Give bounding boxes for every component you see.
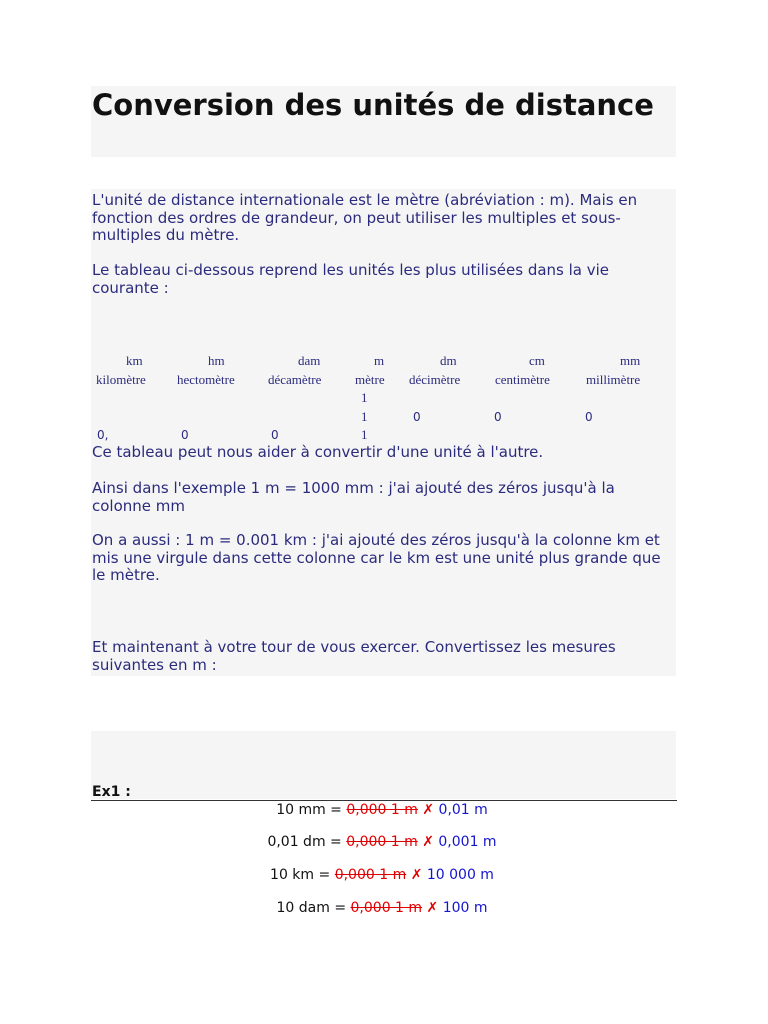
wrong-answer: 0,000 1 m bbox=[346, 834, 418, 850]
table-cell-r2-m: 1 bbox=[361, 409, 368, 424]
exercise-header-background bbox=[91, 731, 676, 799]
unit-name-cm: centimètre bbox=[495, 372, 550, 387]
paragraph-example-mm: Ainsi dans l'exemple 1 m = 1000 mm : j'ai ajouté des zéros jusqu'à la colonne mm bbox=[92, 479, 615, 515]
unit-abbr-mm: mm bbox=[620, 353, 641, 368]
unit-name-m: mètre bbox=[355, 372, 385, 387]
paragraph-exercise-prompt: Et maintenant à votre tour de vous exercer. Convertissez les mesures suivantes en m : bbox=[92, 638, 616, 674]
cross-mark-icon: ✗ bbox=[426, 900, 439, 916]
exercise-row bbox=[92, 834, 672, 850]
correct-answer: 10 000 m bbox=[426, 867, 494, 883]
table-cell-r3-m: 1 bbox=[361, 427, 368, 442]
unit-name-mm: millimètre bbox=[586, 372, 641, 387]
table-cell-r3-hm: 0 bbox=[181, 428, 189, 442]
table-cell-r2-mm: 0 bbox=[585, 410, 593, 424]
unit-name-dm: décimètre bbox=[409, 372, 461, 387]
unit-abbr-km: km bbox=[126, 353, 143, 368]
paragraph-example-km: On a aussi : 1 m = 0.001 km : j'ai ajouté des zéros jusqu'à la colonne km et mis une virgule dans cette colonne car le km est une unité plus grande que le mètre. bbox=[92, 531, 661, 584]
exercise-question: 10 km = bbox=[270, 867, 331, 883]
table-cell-r3-km: 0, bbox=[97, 428, 109, 442]
cross-mark-icon: ✗ bbox=[410, 867, 423, 883]
exercise-question: 0,01 dm = bbox=[267, 834, 342, 850]
paragraph-table-intro: Le tableau ci-dessous reprend les unités les plus utilisées dans la vie courante : bbox=[92, 261, 610, 297]
exercise-question: 10 mm = bbox=[276, 802, 342, 818]
page-title: Conversion des unités de distance bbox=[92, 88, 654, 122]
table-cell-r3-dam: 0 bbox=[271, 428, 279, 442]
correct-answer: 0,001 m bbox=[438, 834, 497, 850]
paragraph-intro: L'unité de distance internationale est le mètre (abréviation : m). Mais en fonction des ordres de grandeur, on peut utiliser les multiples et sous-multiples du mètre. bbox=[92, 191, 638, 244]
exercise-divider bbox=[91, 800, 677, 801]
unit-abbr-dam: dam bbox=[298, 353, 321, 368]
unit-name-dam: décamètre bbox=[268, 372, 322, 387]
unit-abbr-m: m bbox=[374, 353, 385, 368]
correct-answer: 0,01 m bbox=[438, 802, 488, 818]
cross-mark-icon: ✗ bbox=[422, 802, 435, 818]
unit-name-km: kilomètre bbox=[96, 372, 146, 387]
table-cell-r1-m: 1 bbox=[361, 390, 368, 405]
wrong-answer: 0,000 1 m bbox=[346, 802, 418, 818]
exercise-label: Ex1 : bbox=[92, 784, 131, 800]
unit-name-hm: hectomètre bbox=[177, 372, 235, 387]
unit-abbr-dm: dm bbox=[440, 353, 457, 368]
correct-answer: 100 m bbox=[442, 900, 488, 916]
exercise-row bbox=[92, 802, 672, 818]
exercise-row bbox=[92, 900, 672, 916]
paragraph-table-usage: Ce tableau peut nous aider à convertir d'une unité à l'autre. bbox=[92, 443, 544, 461]
exercise-question: 10 dam = bbox=[276, 900, 347, 916]
wrong-answer: 0,000 1 m bbox=[334, 867, 407, 883]
exercise-row bbox=[92, 867, 672, 883]
unit-abbr-cm: cm bbox=[529, 353, 545, 368]
wrong-answer: 0,000 1 m bbox=[350, 900, 423, 916]
table-cell-r2-dm: 0 bbox=[413, 410, 421, 424]
cross-mark-icon: ✗ bbox=[422, 834, 434, 850]
unit-abbr-hm: hm bbox=[208, 353, 225, 368]
table-cell-r2-cm: 0 bbox=[494, 410, 502, 424]
